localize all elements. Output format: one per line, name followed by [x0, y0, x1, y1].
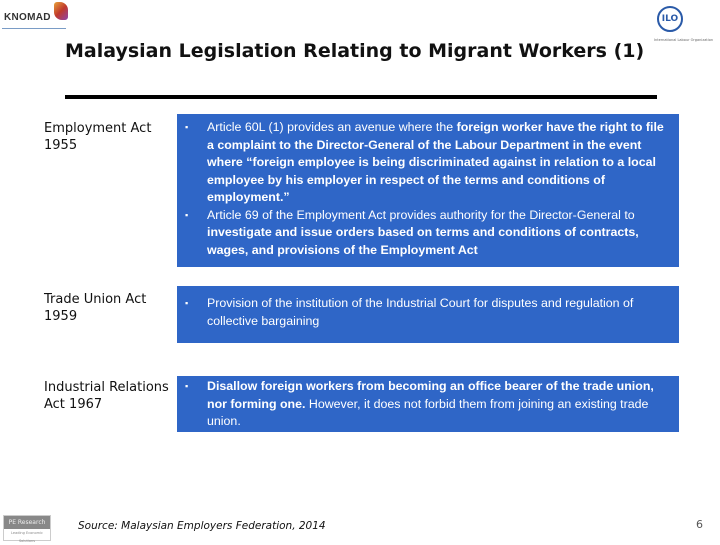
bullet-text: However, it does not forbid them from joining an existing trade union.	[207, 396, 649, 428]
bullet-icon: ▪	[185, 381, 189, 391]
bullet-text: investigate and issue orders based on terms and conditions of contracts, wages, and provisions of the Employment Act	[207, 225, 639, 257]
bullet-item	[185, 207, 669, 260]
bullet-item	[185, 295, 669, 330]
bullet-text: foreign worker have the right to file a complaint to the Director-General of the Labour Department in the event where “foreign employee is being discriminated against in relation to a local employee by his employer in respect of the terms and conditions of employment.”	[207, 120, 664, 204]
knomad-mark-icon	[54, 2, 68, 20]
pe-research-logo: PE Research Leading Economic Solutions	[3, 515, 51, 541]
bullet-text: Article 60L (1) provides an avenue where the	[207, 120, 457, 134]
bullet-text: Provision of the institution of the Industrial Court for disputes and regulation of collective bargaining	[207, 296, 634, 328]
ilo-logo: ILO International Labour Organization	[652, 6, 718, 62]
title-divider	[65, 95, 657, 99]
content-box	[177, 376, 679, 432]
content-box	[177, 114, 679, 267]
page-title: Malaysian Legislation Relating to Migrant Workers (1)	[65, 40, 645, 62]
bullet-icon: ▪	[185, 298, 189, 308]
bullet-icon: ▪	[185, 209, 189, 220]
content-box	[177, 286, 679, 343]
row-label: Trade Union Act 1959	[44, 292, 147, 324]
page-number: 6	[696, 518, 703, 531]
source-note: Source: Malaysian Employers Federation, 2014	[78, 520, 326, 532]
bullet-item	[185, 119, 669, 207]
bullet-text: Disallow foreign workers from becoming an office bearer of the trade union, nor forming one.	[207, 379, 654, 411]
row-label: Employment Act 1955	[44, 121, 152, 153]
bullet-text: Article 69 of the Employment Act provides authority for the Director-General to	[207, 207, 635, 222]
bullet-item	[185, 378, 669, 431]
ilo-globe-icon: ILO	[657, 6, 683, 32]
bullet-icon: ▪	[185, 122, 189, 132]
row-label: Industrial Relations Act 1967	[44, 380, 169, 412]
knomad-logo: KNOMAD	[2, 2, 68, 28]
